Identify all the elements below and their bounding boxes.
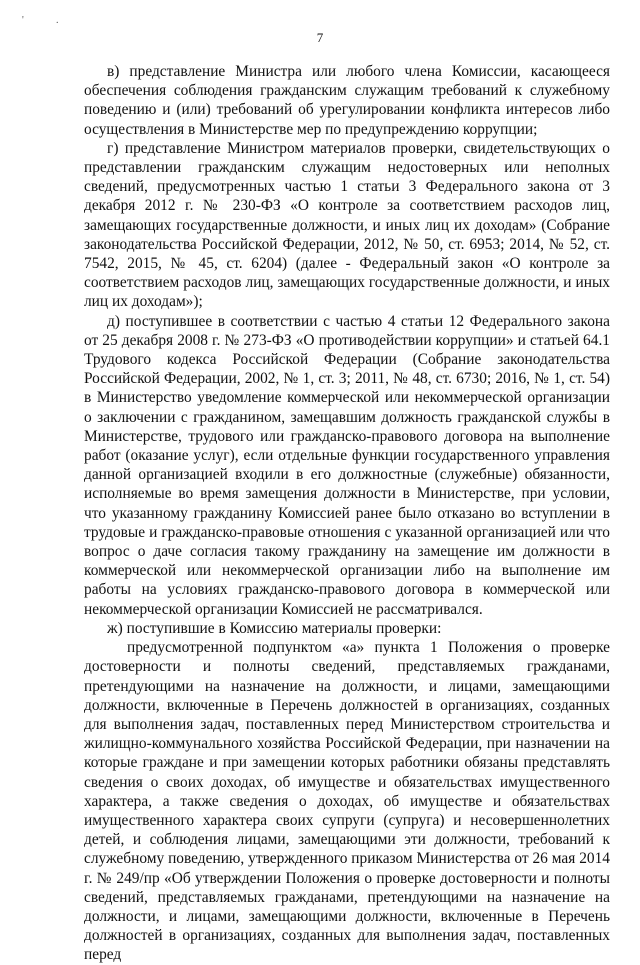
scan-mark: ': [22, 15, 24, 26]
paragraph-v: в) представление Министра или любого члена Комиссии, касающееся обеспечения соблюдения гражданским служащим требований к служебному поведению и (или) требований об урегулировании конфликта интересов либо осуществления в Министерстве мер по предупреждению коррупции;: [84, 63, 610, 138]
paragraph-zh: ж) поступившие в Комиссию материалы проверки:: [107, 619, 442, 637]
document-body: [84, 62, 610, 965]
paragraph-g: г) представление Министром материалов проверки, свидетельствующих о представлении гражданским служащим недостоверных или неполных сведений, предусмотренных частью 1 статьи 3 Федерального закона от 3 декабря 2012 г. № 230-ФЗ «О контроле за соответствием расходов лиц, замещающих государственные должности, и иных лиц их доходам» (Собрание законодательства Российской Федерации, 2012, № 50, ст. 6953; 2014, № 52, ст. 7542, 2015, № 45, ст. 6204) (далее - Федеральный закон «О контроле за соответствием расходов лиц, замещающих государственные должности, и иных лиц их доходам»);: [84, 139, 610, 311]
paragraph-zh-detail: предусмотренной подпунктом «а» пункта 1 Положения о проверке достоверности и полноты сведений, представляемых гражданами, претендующими на назначение на должности, и лицами, замещающими должности, включенные в Перечень должностей в организациях, созданных для выполнения задач, поставленных перед Министерством строительства и жилищно-коммунального хозяйства Российской Федерации, при назначении на которые граждане и при замещении которых работники обязаны представлять сведения о своих доходах, об имуществе и обязательствах имущественного характера, а также сведения о доходах, об имуществе и обязательствах имущественного характера своих супруги (супруга) и несовершеннолетних детей, и соблюдения лицами, замещающими эти должности, требований к служебному поведению, утвержденного приказом Министерства от 26 мая 2014 г. № 249/пр «Об утверждении Положения о проверке достоверности и полноты сведений, представляемых гражданами, претендующими на назначение на должности, и лицами, замещающими должности, включенные в Перечень должностей в организациях, созданных для выполнения задач, поставленных перед: [84, 639, 610, 964]
page-number: 7: [316, 30, 324, 45]
paragraph-d: д) поступившее в соответствии с частью 4 статьи 12 Федерального закона от 25 декабря 2008 г. № 273-ФЗ «О противодействии коррупции» и статьей 64.1 Трудового кодекса Российской Федерации (Собрание законодательства Российской Федерации, 2002, № 1, ст. 3; 2011, № 48, ст. 6730; 2016, № 1, ст. 54) в Министерство уведомление коммерческой или некоммерческой организации о заключении с гражданином, замещавшим должность гражданской службы в Министерстве, трудового или гражданско-правового договора на выполнение работ (оказание услуг), если отдельные функции государственного управления данной организацией входили в его должностные (служебные) обязанности, исполняемые во время замещения должности в Министерстве, при условии, что указанному гражданину Комиссией ранее было отказано во вступлении в трудовые и гражданско-правовые отношения с указанной организацией или что вопрос о даче согласия такому гражданину на замещение им должности в коммерческой или некоммерческой организации либо на выполнение им работы на условиях гражданско-правового договора в коммерческой или некоммерческой организации Комиссией не рассматривался.: [84, 312, 610, 618]
scan-mark: .: [56, 15, 59, 26]
